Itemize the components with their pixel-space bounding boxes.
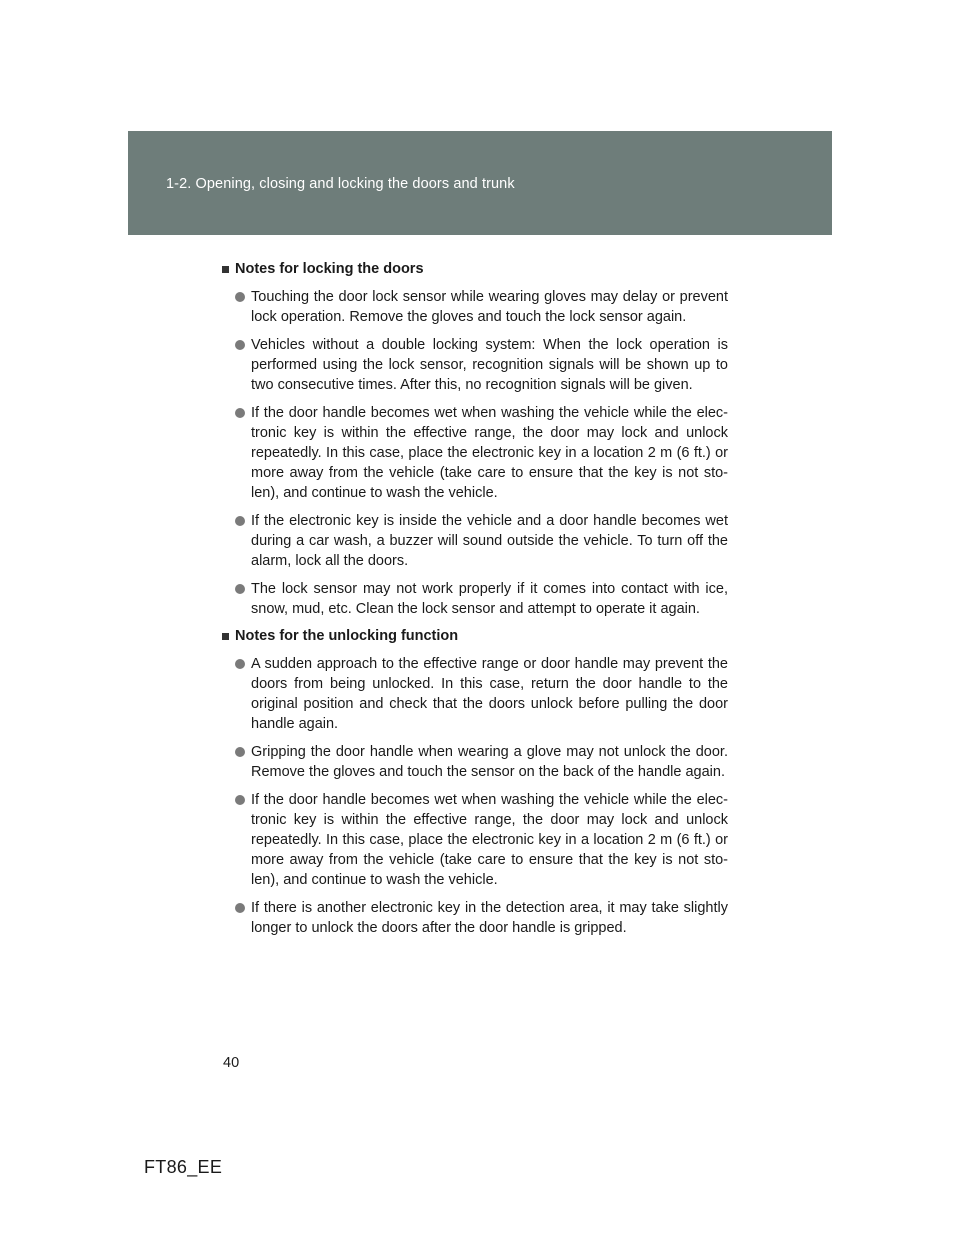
list-item — [222, 403, 728, 503]
list-item — [222, 742, 728, 782]
page-number: 40 — [223, 1055, 240, 1071]
round-bullet-icon — [235, 584, 245, 594]
section-header-title: 1-2. Opening, closing and locking the doors and trunk — [166, 176, 515, 192]
list-item-text: If the door handle becomes wet when washing the vehicle while the elec-tronic key is within the effective range, the door may lock and unlock repeatedly. In this case, place the electronic key in a location 2 m (6 ft.) or more away from the vehicle (take care to ensure that the key is not sto-len), and continue to wash the vehicle. — [251, 405, 728, 501]
list-item — [222, 654, 728, 734]
round-bullet-icon — [235, 659, 245, 669]
round-bullet-icon — [235, 340, 245, 350]
header-band — [128, 131, 832, 235]
list-item-text: Touching the door lock sensor while wearing gloves may delay or prevent lock operation. Remove the gloves and touch the lock sensor again. — [251, 289, 728, 325]
section-heading-text: Notes for the unlocking function — [235, 628, 459, 644]
page-content — [222, 260, 728, 946]
square-bullet-icon — [222, 633, 229, 640]
section-heading-text: Notes for locking the doors — [235, 261, 424, 277]
section-unlocking-notes — [222, 627, 728, 938]
round-bullet-icon — [235, 903, 245, 913]
list-item-text: If the electronic key is inside the vehicle and a door handle becomes wet during a car wash, a buzzer will sound outside the vehicle. To turn off the alarm, lock all the doors. — [251, 513, 728, 569]
list-item-text: The lock sensor may not work properly if it comes into contact with ice, snow, mud, etc. Clean the lock sensor and attempt to operate it again. — [251, 581, 728, 617]
list-item — [222, 790, 728, 890]
section-locking-notes — [222, 260, 728, 619]
list-item — [222, 511, 728, 571]
document-code: FT86_EE — [144, 1157, 223, 1177]
list-item — [222, 579, 728, 619]
round-bullet-icon — [235, 795, 245, 805]
round-bullet-icon — [235, 747, 245, 757]
round-bullet-icon — [235, 516, 245, 526]
list-item — [222, 335, 728, 395]
list-item-text: A sudden approach to the effective range or door handle may prevent the doors from being unlocked. In this case, return the door handle to the original position and check that the doors unlock before pulling the door handle again. — [251, 656, 728, 732]
round-bullet-icon — [235, 408, 245, 418]
round-bullet-icon — [235, 292, 245, 302]
list-item-text: If the door handle becomes wet when washing the vehicle while the elec-tronic key is within the effective range, the door may lock and unlock repeatedly. In this case, place the electronic key in a location 2 m (6 ft.) or more away from the vehicle (take care to ensure that the key is not sto-len), and continue to wash the vehicle. — [251, 792, 728, 888]
list-item — [222, 898, 728, 938]
list-item-text: Vehicles without a double locking system: When the lock operation is performed using the lock sensor, recognition signals will be shown up to two consecutive times. After this, no recognition signals will be given. — [251, 337, 728, 393]
section-heading — [222, 260, 728, 279]
square-bullet-icon — [222, 266, 229, 273]
section-heading — [222, 627, 728, 646]
list-item-text: Gripping the door handle when wearing a glove may not unlock the door. Remove the gloves and touch the sensor on the back of the handle again. — [251, 744, 728, 780]
list-item — [222, 287, 728, 327]
list-item-text: If there is another electronic key in the detection area, it may take slightly longer to unlock the doors after the door handle is gripped. — [251, 900, 728, 936]
